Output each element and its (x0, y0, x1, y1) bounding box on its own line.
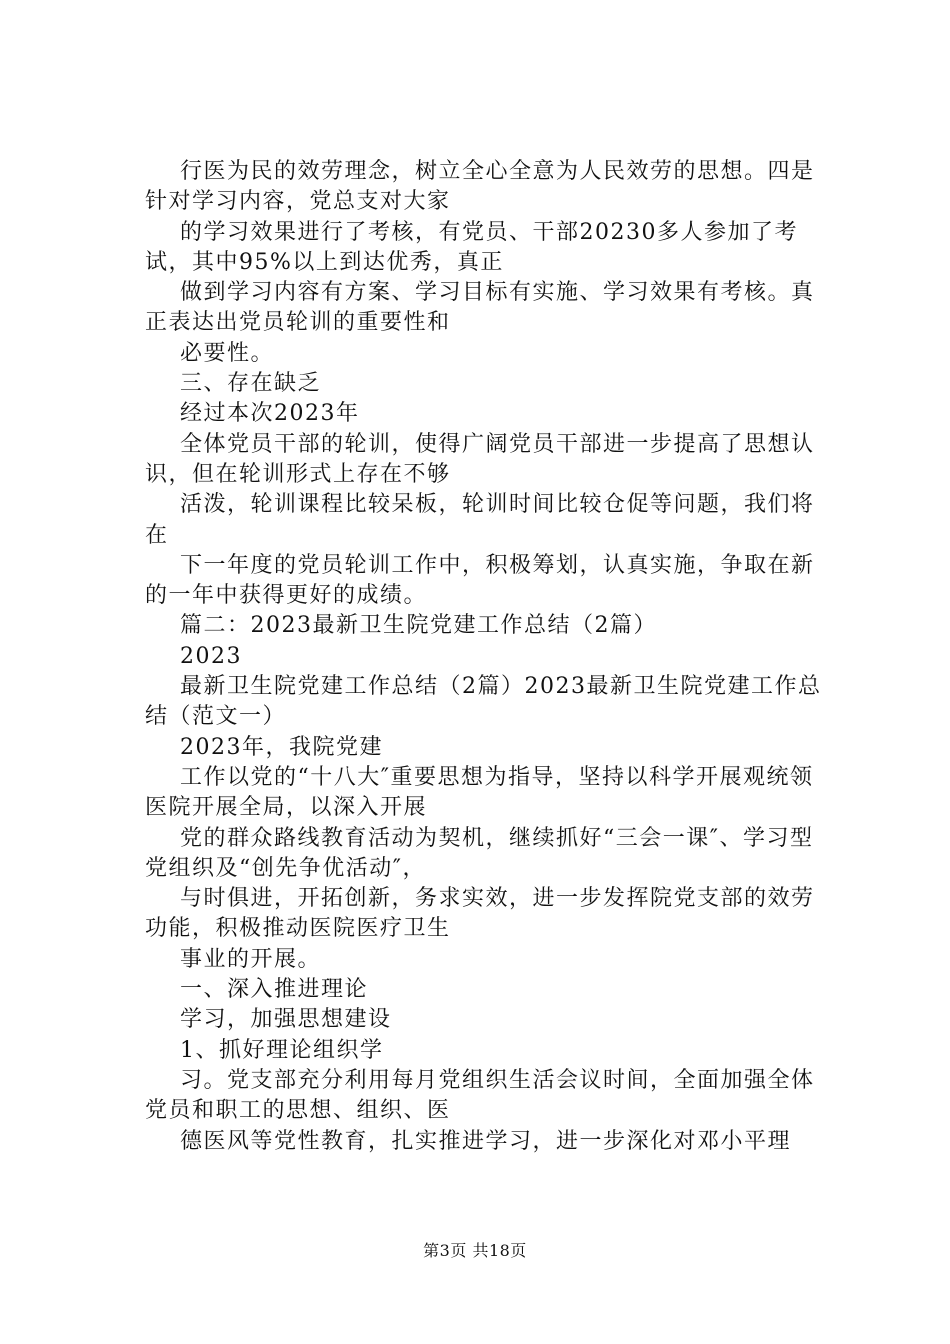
paragraph: 全体党员干部的轮训，使得广阔党员干部进一步提高了思想认识，但在轮训形式上存在不够 (145, 431, 815, 487)
paragraph: 学习，加强思想建设 (180, 1007, 392, 1033)
article-title: 篇二：2023最新卫生院党建工作总结（2篇） (180, 613, 657, 639)
paragraph: 必要性。 (180, 340, 275, 366)
paragraph: 最新卫生院党建工作总结（2篇）2023最新卫生院党建工作总结（范文一） (145, 674, 822, 730)
paragraph: 2023年，我院党建 (180, 734, 383, 760)
section-heading: 一、深入推进理论 (180, 977, 369, 1003)
paragraph: 习。党支部充分利用每月党组织生活会议时间，全面加强全体党员和职工的思想、组织、医 (145, 1067, 815, 1124)
paragraph: 与时俱进，开拓创新，务求实效，进一步发挥院党支部的效劳功能，积极推动医院医疗卫生 (145, 886, 815, 942)
section-heading: 三、存在缺乏 (180, 371, 322, 397)
paragraph: 的学习效果进行了考核，有党员、干部20230多人参加了考试，其中95%以上到达优秀，真正 (145, 219, 798, 275)
paragraph: 行医为民的效劳理念，树立全心全意为人民效劳的思想。四是针对学习内容，党总支对大家 (145, 159, 815, 215)
document-body (145, 157, 835, 1157)
paragraph: 德医风等党性教育，扎实推进学习，进一步深化对邓小平理 (180, 1128, 792, 1154)
page-footer: 第3页 共18页 (423, 1241, 527, 1260)
paragraph: 事业的开展。 (180, 946, 322, 972)
paragraph: 下一年度的党员轮训工作中，积极筹划，认真实施，争取在新的一年中获得更好的成绩。 (145, 552, 815, 609)
paragraph: 2023 (180, 643, 242, 669)
paragraph: 做到学习内容有方案、学习目标有实施、学习效果有考核。真正表达出党员轮训的重要性和 (145, 280, 815, 336)
paragraph: 党的群众路线教育活动为契机，继续抓好“三会一课″、学习型党组织及“创先争优活动″， (145, 825, 814, 881)
paragraph: 工作以党的“十八大″重要思想为指导，坚持以科学开展观统领医院开展全局，以深入开展 (145, 764, 814, 821)
paragraph: 经过本次2023年 (180, 401, 360, 427)
paragraph: 活泼，轮训课程比较呆板，轮训时间比较仓促等问题，我们将在 (145, 492, 815, 548)
subsection-heading: 1、抓好理论组织学 (180, 1037, 384, 1063)
